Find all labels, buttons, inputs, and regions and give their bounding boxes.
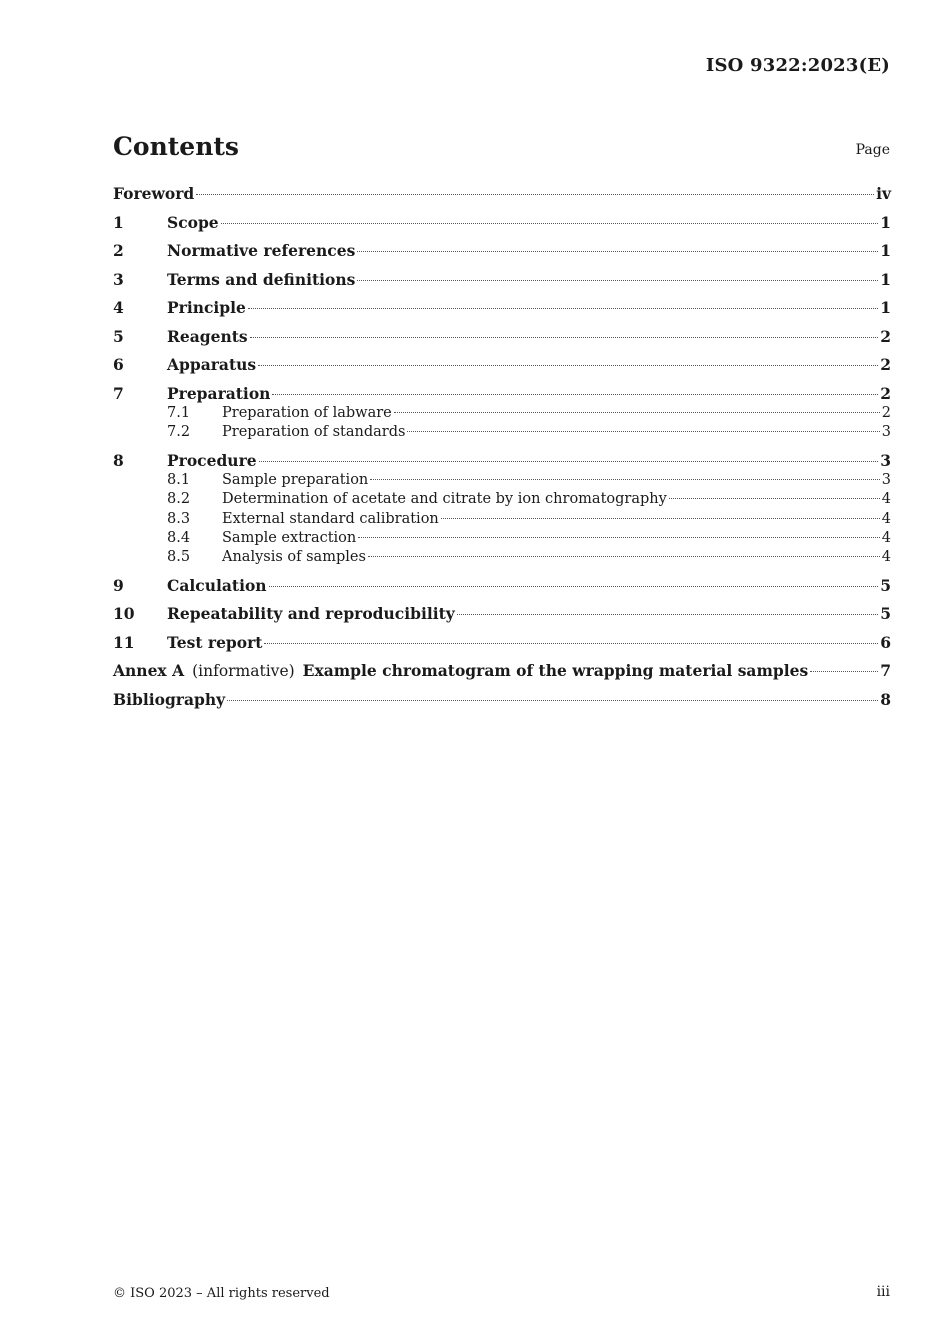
toc-subentry[interactable] bbox=[113, 471, 891, 490]
toc-group bbox=[113, 604, 891, 625]
toc-group bbox=[113, 298, 891, 319]
toc-entry-page: 1 bbox=[880, 241, 891, 260]
toc-entry-title: Reagents bbox=[167, 326, 248, 346]
toc-entry-page: 2 bbox=[880, 383, 891, 403]
toc-group bbox=[113, 690, 891, 711]
footer-page-number: iii bbox=[876, 1284, 890, 1300]
page-column-label: Page bbox=[855, 142, 890, 158]
toc-entry-title: Preparation bbox=[167, 383, 271, 403]
toc-entry[interactable] bbox=[113, 241, 891, 262]
toc-entry-page: 1 bbox=[880, 212, 891, 232]
toc-subentry-page: 2 bbox=[881, 405, 891, 421]
annex-page: 7 bbox=[880, 661, 891, 681]
toc-subentry-number: 7.2 bbox=[167, 424, 191, 441]
toc-group bbox=[113, 633, 891, 654]
toc-group bbox=[113, 327, 891, 348]
toc-entry-number: 2 bbox=[113, 241, 124, 260]
annex-label: Annex A bbox=[113, 661, 185, 681]
toc-subentry-number: 7.1 bbox=[167, 405, 191, 421]
toc-subentry-title: Preparation of labware bbox=[222, 405, 392, 421]
toc-subentry-title: Sample preparation bbox=[222, 472, 369, 489]
toc-subentry-page: 4 bbox=[881, 491, 891, 508]
toc-entry-title: Normative references bbox=[167, 241, 356, 260]
toc-entry-number: 4 bbox=[113, 298, 124, 317]
toc-entry[interactable] bbox=[113, 451, 891, 472]
toc-entry-number: 3 bbox=[113, 269, 124, 289]
toc-group bbox=[113, 184, 891, 205]
copyright-notice: © ISO 2023 – All rights reserved bbox=[113, 1286, 330, 1301]
toc-entry[interactable] bbox=[113, 384, 891, 405]
toc-entry-number: 8 bbox=[113, 450, 124, 470]
toc-entry[interactable] bbox=[113, 270, 891, 291]
toc-bibliography-entry[interactable] bbox=[113, 690, 891, 711]
dot-leader bbox=[810, 671, 878, 672]
dot-leader bbox=[259, 461, 879, 462]
dot-leader bbox=[457, 614, 878, 615]
dot-leader bbox=[269, 586, 879, 587]
toc-subentry[interactable] bbox=[113, 548, 891, 567]
toc-entry-number: 1 bbox=[113, 212, 124, 232]
toc-subentry[interactable] bbox=[113, 404, 891, 423]
toc-entry-title: Terms and definitions bbox=[167, 269, 356, 289]
toc-annex-entry[interactable] bbox=[113, 661, 891, 682]
dot-leader bbox=[248, 308, 878, 309]
toc-subentry-number: 8.3 bbox=[167, 510, 191, 527]
toc-entry-title: Test report bbox=[167, 632, 263, 652]
toc-entry[interactable] bbox=[113, 327, 891, 348]
toc-subentry-number: 8.2 bbox=[167, 491, 191, 508]
toc-subentry-page: 4 bbox=[881, 549, 891, 566]
table-of-contents bbox=[113, 184, 891, 718]
dot-leader bbox=[221, 223, 879, 224]
toc-entry-number: 11 bbox=[113, 632, 135, 652]
toc-entry-title: Procedure bbox=[167, 450, 257, 470]
toc-group bbox=[113, 213, 891, 234]
toc-entry-number: 7 bbox=[113, 383, 124, 403]
toc-subentry-title: Determination of acetate and citrate by ion chromatography bbox=[222, 491, 667, 508]
toc-entry-number: 6 bbox=[113, 355, 124, 374]
page-title: Contents bbox=[113, 132, 240, 161]
dot-leader bbox=[264, 643, 878, 644]
dot-leader bbox=[227, 700, 878, 701]
toc-entry-page: 1 bbox=[880, 269, 891, 289]
toc-entry-page: 6 bbox=[880, 632, 891, 652]
toc-entry-page: 5 bbox=[880, 575, 891, 595]
toc-entry-page: 2 bbox=[880, 326, 891, 346]
toc-entry-number: 10 bbox=[113, 604, 135, 624]
toc-subentry[interactable] bbox=[113, 529, 891, 548]
toc-subentry-title: External standard calibration bbox=[222, 510, 439, 527]
toc-entry-page: 1 bbox=[880, 298, 891, 317]
toc-entry-page: 2 bbox=[880, 355, 891, 374]
annex-note: (informative) bbox=[192, 662, 295, 681]
dot-leader bbox=[196, 194, 874, 195]
toc-entry-page: 5 bbox=[880, 604, 891, 624]
toc-subentry-title: Preparation of standards bbox=[222, 424, 406, 441]
toc-entry-page: iv bbox=[876, 184, 891, 203]
dot-leader bbox=[407, 431, 879, 432]
dot-leader bbox=[370, 479, 879, 480]
toc-entry-title: Repeatability and reproducibility bbox=[167, 604, 455, 624]
toc-entry[interactable] bbox=[113, 184, 891, 205]
toc-entry-title: Apparatus bbox=[167, 355, 257, 374]
toc-entry-title: Calculation bbox=[167, 575, 267, 595]
dot-leader bbox=[250, 337, 879, 338]
toc-subentry-page: 3 bbox=[881, 424, 891, 441]
toc-entry-title: Scope bbox=[167, 212, 219, 232]
bibliography-title: Bibliography bbox=[113, 689, 226, 709]
toc-entry[interactable] bbox=[113, 633, 891, 654]
toc-group bbox=[113, 270, 891, 291]
dot-leader bbox=[394, 412, 880, 413]
toc-group bbox=[113, 355, 891, 376]
dot-leader bbox=[368, 556, 880, 557]
toc-entry[interactable] bbox=[113, 355, 891, 376]
dot-leader bbox=[272, 394, 878, 395]
toc-entry-number: 5 bbox=[113, 326, 124, 346]
toc-group bbox=[113, 661, 891, 682]
toc-entry[interactable] bbox=[113, 213, 891, 234]
toc-subentry-number: 8.5 bbox=[167, 549, 191, 566]
toc-subentry[interactable] bbox=[113, 510, 891, 529]
toc-subentry[interactable] bbox=[113, 423, 891, 442]
dot-leader bbox=[357, 280, 878, 281]
dot-leader bbox=[258, 365, 878, 366]
bibliography-page: 8 bbox=[880, 689, 891, 709]
toc-group bbox=[113, 576, 891, 597]
toc-entry[interactable] bbox=[113, 576, 891, 597]
dot-leader bbox=[441, 518, 880, 519]
toc-entry-title: Foreword bbox=[113, 184, 195, 203]
toc-subentry-page: 4 bbox=[881, 510, 891, 527]
toc-group bbox=[113, 451, 891, 568]
toc-subentry-title: Sample extraction bbox=[222, 529, 357, 546]
toc-entry-title: Principle bbox=[167, 298, 246, 317]
toc-subentry[interactable] bbox=[113, 490, 891, 509]
toc-group bbox=[113, 241, 891, 262]
toc-group bbox=[113, 384, 891, 443]
toc-entry[interactable] bbox=[113, 298, 891, 319]
toc-subentry-page: 4 bbox=[881, 529, 891, 546]
dot-leader bbox=[669, 498, 880, 499]
annex-title: Example chromatogram of the wrapping material samples bbox=[302, 661, 809, 681]
toc-entry-number: 9 bbox=[113, 575, 124, 595]
dot-leader bbox=[357, 251, 878, 252]
toc-subentry-number: 8.1 bbox=[167, 472, 191, 489]
dot-leader bbox=[358, 537, 880, 538]
toc-entry[interactable] bbox=[113, 604, 891, 625]
toc-subentry-title: Analysis of samples bbox=[222, 549, 366, 566]
toc-entry-page: 3 bbox=[880, 450, 891, 470]
toc-subentry-number: 8.4 bbox=[167, 529, 191, 546]
toc-subentry-page: 3 bbox=[881, 472, 891, 489]
document-id: ISO 9322:2023(E) bbox=[705, 55, 890, 76]
